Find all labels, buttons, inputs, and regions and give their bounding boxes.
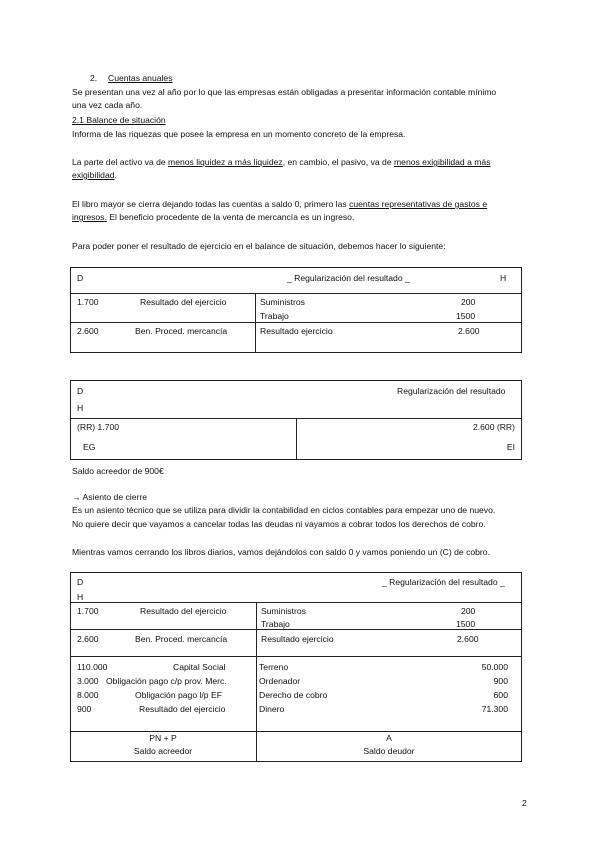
- libro-paragraph-line-1: [72, 199, 487, 209]
- balance-left-label: Obligación pago l/p EF: [135, 690, 222, 700]
- libro-paragraph-line-2: [72, 212, 354, 222]
- libro-text-1: El libro mayor se cierra dejando todas las cuentas a saldo 0, primero las: [72, 199, 350, 209]
- row-label: Ben. Proced. mercancía: [135, 634, 228, 644]
- row-amount: 1.700: [77, 297, 99, 307]
- row-right-label: Resultado ejercicio: [260, 326, 333, 336]
- libro-underline-2: ingresos.: [72, 212, 107, 222]
- activo-text-3: .: [114, 170, 117, 180]
- asiento-line-2: No quiere decir que vayamos a cancelar todas las deudas ni vayamos a cobrar todos los derechos de cobro.: [72, 519, 486, 529]
- credit-label: H: [500, 273, 507, 283]
- row-label: Ben. Proced. mercancía: [135, 326, 228, 336]
- row-label: Resultado del ejercicio: [140, 297, 227, 307]
- activo-underline-2: menos exigibilidad a más: [394, 157, 491, 167]
- balance-left-amount: 900: [77, 704, 92, 714]
- balance-right-label: Derecho de cobro: [259, 690, 328, 700]
- footer-left-line-2: Saldo acreedor: [133, 746, 193, 756]
- activo-text-2: , en cambio, el pasivo, va de: [282, 157, 394, 167]
- footer-right-line-2: Saldo deudor: [363, 746, 415, 756]
- activo-underline-1: menos liquidez a más liquidez: [168, 157, 283, 167]
- balance-left-amount: 8.000: [77, 690, 99, 700]
- row-right-label: Resultado ejercicio: [261, 634, 334, 644]
- row-right-label: Suministros: [261, 606, 306, 616]
- row-right-amount: 2.600: [457, 634, 479, 644]
- row-right-label: Trabajo: [260, 311, 289, 321]
- balance-left-label: Capital Social: [173, 662, 226, 672]
- debit-label: D: [77, 386, 84, 396]
- footer-right-line-1: A: [386, 733, 392, 743]
- intro-line-2: una vez cada año.: [72, 100, 143, 110]
- balance-left-amount: 3.000: [77, 676, 99, 686]
- table-title: _ Regularización del resultado _: [287, 273, 410, 283]
- row-amount: 2.600: [77, 634, 99, 644]
- row-amount: 1.700: [77, 606, 99, 616]
- activo-underline-3: exigibilidad: [72, 170, 115, 180]
- row-label: Resultado del ejercicio: [140, 606, 227, 616]
- credit-label: H: [77, 592, 84, 602]
- balance-left-label: Obligación pago c/p prov. Merc.: [106, 676, 227, 686]
- row-right-amount: 1500: [456, 311, 476, 321]
- row-right-amount: 200: [461, 606, 476, 616]
- balance-left-label: Resultado del ejercicio: [139, 704, 226, 714]
- table-title: _ Regularización del resultado _: [382, 577, 505, 587]
- debit-label: D: [77, 577, 84, 587]
- left-entry: (RR) 1.700: [77, 422, 120, 432]
- right-entry: EI: [506, 442, 515, 452]
- row-amount: 2.600: [77, 326, 99, 336]
- page-number: 2: [522, 798, 527, 808]
- balance-right-label: Ordenador: [259, 676, 301, 686]
- row-right-amount: 1500: [456, 619, 476, 629]
- activo-paragraph-line-1: [72, 157, 491, 167]
- row-right-label: Trabajo: [261, 619, 290, 629]
- section-number: 2.: [90, 73, 98, 83]
- balance-right-label: Terreno: [259, 662, 289, 672]
- libro-text-2: El beneficio procedente de la venta de mercancía es un ingreso.: [106, 212, 355, 222]
- balance-right-amount: 71.300: [481, 704, 508, 714]
- asiento-line-1: Es un asiento técnico que se utiliza para dividir la contabilidad en ciclos contables para empezar uno de nuevo.: [72, 505, 496, 515]
- left-entry: EG: [83, 442, 96, 452]
- balance-right-amount: 900: [493, 676, 508, 686]
- libro-underline-1: cuentas representativas de gastos e: [349, 199, 488, 209]
- row-right-amount: 2.600: [458, 326, 480, 336]
- right-entry: 2.600 (RR): [472, 422, 515, 432]
- row-right-amount: 200: [461, 297, 476, 307]
- mientras-paragraph: Mientras vamos cerrando los libros diarios, vamos dejándolos con saldo 0 y vamos poniendo un (C) de cobro.: [72, 547, 490, 557]
- debit-label: D: [77, 273, 84, 283]
- balance-right-amount: 600: [493, 690, 508, 700]
- section-title: Cuentas anuales: [108, 73, 173, 83]
- balance-right-label: Dinero: [259, 704, 285, 714]
- asiento-title: → Asiento de cierre: [72, 492, 147, 502]
- credit-label: H: [77, 403, 84, 413]
- subsection-title: 2.1 Balance de situación: [72, 115, 166, 125]
- activo-text-1: La parte del activo va de: [72, 157, 169, 167]
- intro-line-1: Se presentan una vez al año por lo que las empresas están obligadas a presentar información contable mínimo: [72, 87, 497, 97]
- row-right-label: Suministros: [260, 297, 305, 307]
- balance-left-amount: 110.000: [77, 662, 108, 672]
- activo-paragraph-line-2: [72, 170, 117, 180]
- table-title: Regularización del resultado: [397, 386, 506, 396]
- poder-paragraph: Para poder poner el resultado de ejercicio en el balance de situación, debemos hacer lo siguiente:: [72, 241, 446, 251]
- balance-right-amount: 50.000: [481, 662, 508, 672]
- footer-left-line-1: PN + P: [149, 733, 177, 743]
- subsection-text: Informa de las riquezas que posee la empresa en un momento concreto de la empresa.: [72, 129, 406, 139]
- saldo-text: Saldo acreedor de 900€: [72, 466, 164, 476]
